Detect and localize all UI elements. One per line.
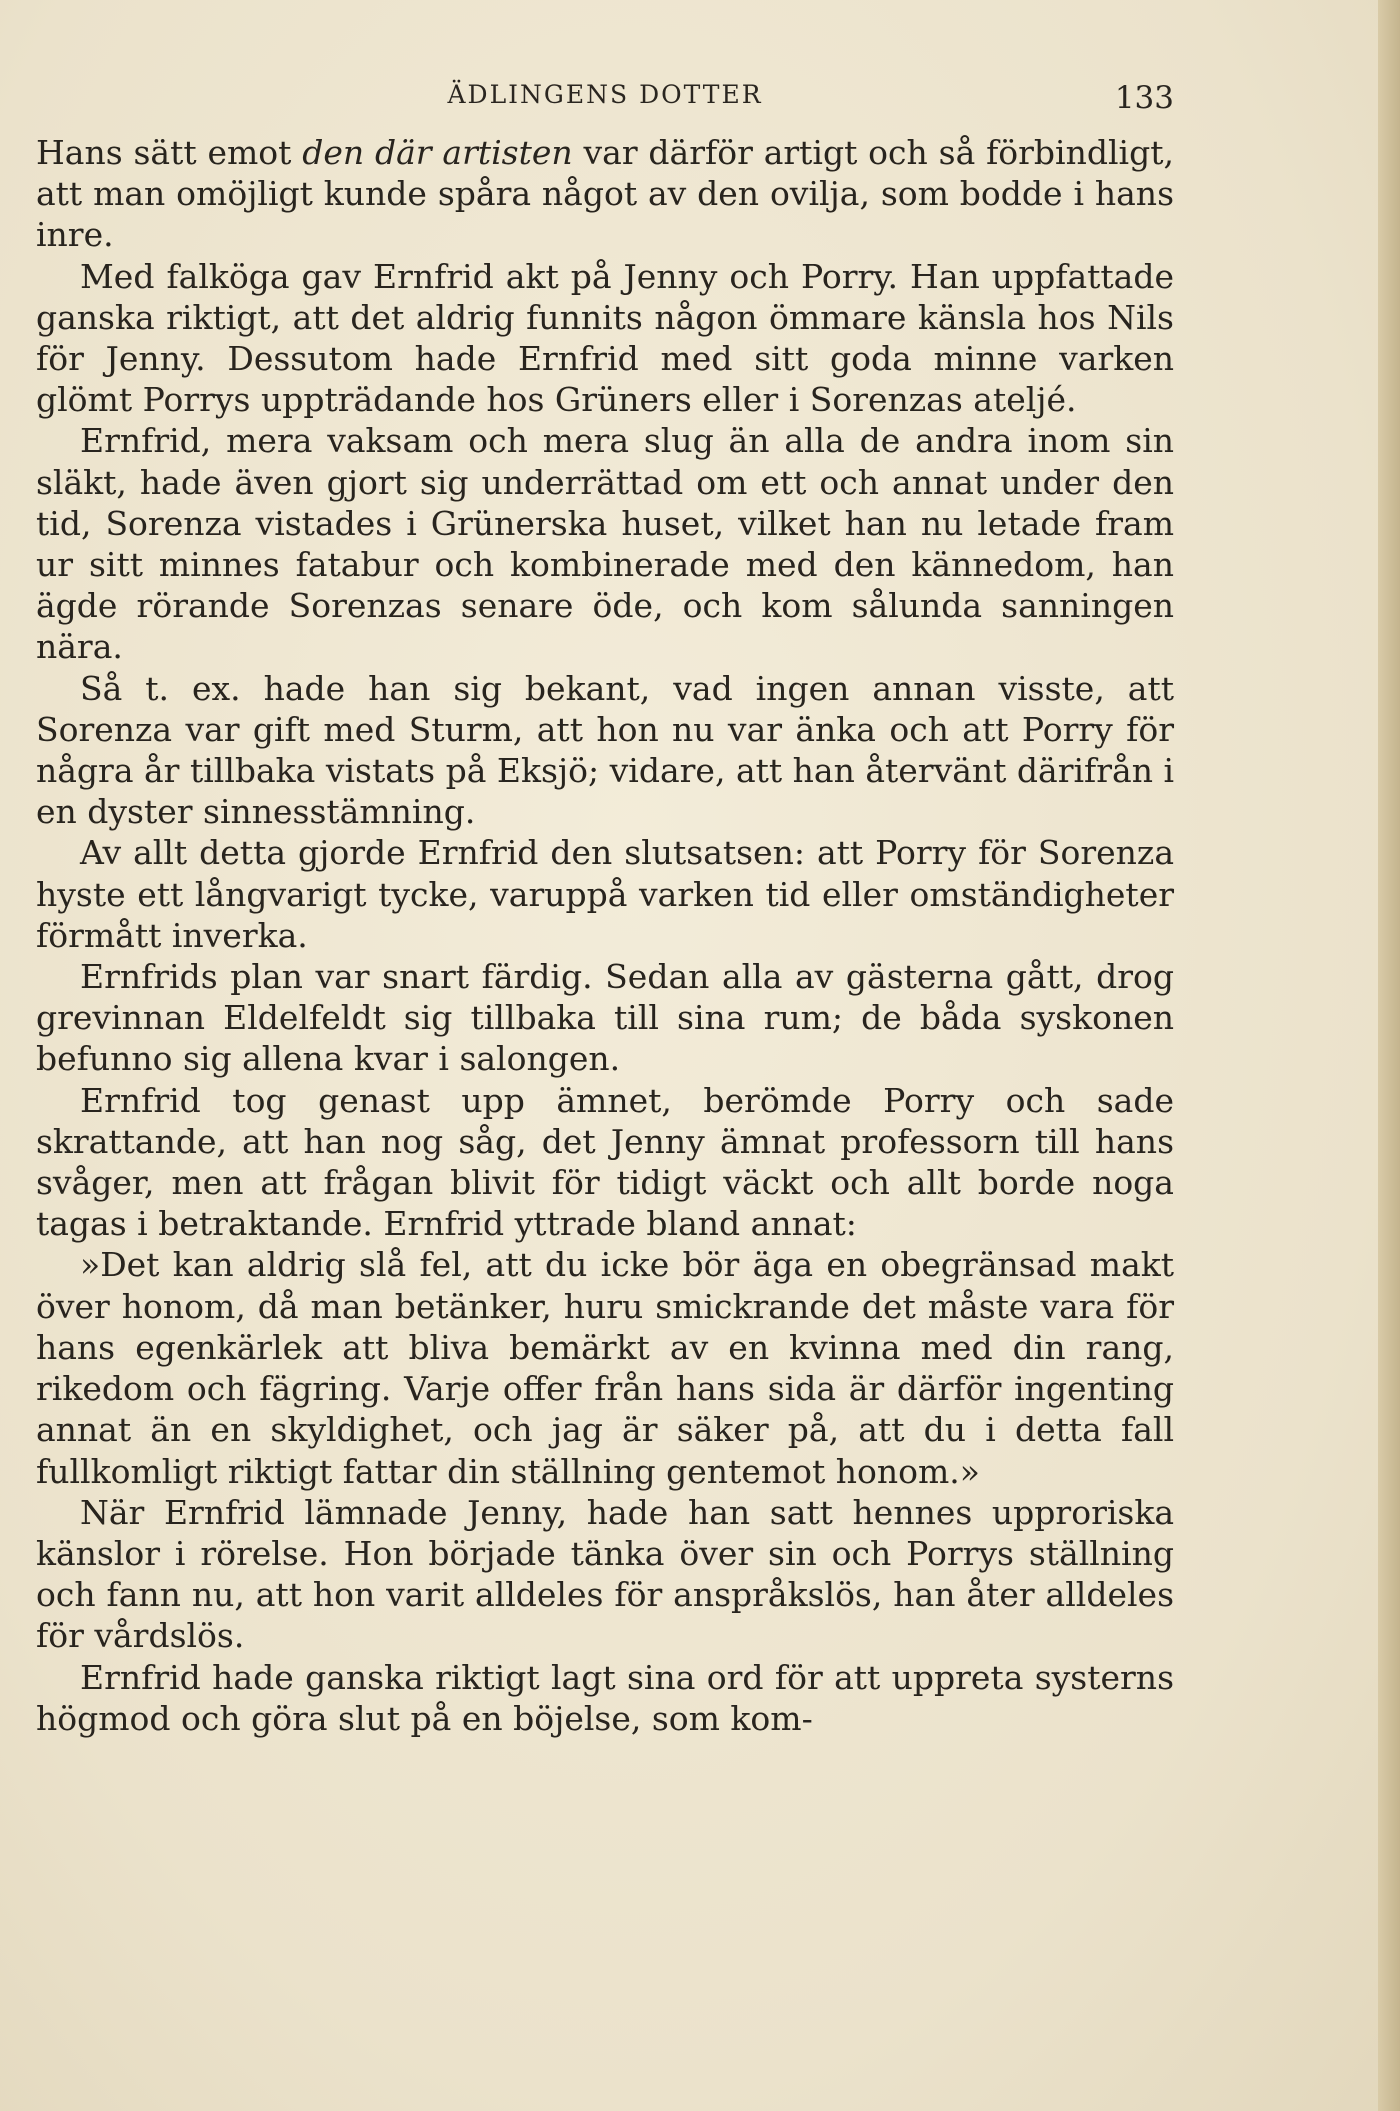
paragraph-7: Ernfrid tog genast upp ämnet, berömde Porry och sade skrattande, att han nog såg, det Jenny ämnat professorn till hans svåger, men att frågan blivit för tidigt väckt och allt borde noga tagas i betraktande. Ernfrid yttrade bland annat: [36, 1080, 1174, 1244]
paragraph-8: »Det kan aldrig slå fel, att du icke bör äga en obegränsad makt över honom, då man betänker, huru smickrande det måste vara för hans egenkärlek att bliva bemärkt av en kvinna med din rang, rikedom och fägring. Varje offer från hans sida är därför ingenting annat än en skyldighet, och jag är säker på, att du i detta fall fullkomligt riktigt fattar din ställning gentemot honom.» [36, 1245, 1174, 1491]
paragraph-2: Med falköga gav Ernfrid akt på Jenny och Porry. Han uppfattade ganska riktigt, att det aldrig funnits någon ömmare känsla hos Nils för Jenny. Dessutom hade Ernfrid med sitt goda minne varken glömt Porrys uppträdande hos Grüners eller i Sorenzas ateljé. [36, 256, 1174, 420]
body-text [36, 132, 1174, 1739]
paragraph-1 [36, 132, 1174, 256]
paragraph-1-after: var därför artigt och så förbindligt, att man omöjligt kunde spåra något av den ovilja, som bodde i hans inre. [36, 133, 1174, 255]
paragraph-5: Av allt detta gjorde Ernfrid den slutsatsen: att Porry för Sorenza hyste ett långvarigt tycke, varuppå varken tid eller omständigheter förmått inverka. [36, 833, 1174, 955]
paragraph-6: Ernfrids plan var snart färdig. Sedan alla av gästerna gått, drog grevinnan Eldelfeldt sig tillbaka till sina rum; de båda syskonen befunno sig allena kvar i salongen. [36, 957, 1174, 1079]
paragraph-10: Ernfrid hade ganska riktigt lagt sina ord för att uppreta systerns högmod och göra slut på en böjelse, som kom- [36, 1657, 1174, 1738]
page-gutter [1378, 0, 1400, 2111]
page-number: 133 [1114, 80, 1174, 116]
paragraph-3: Ernfrid, mera vaksam och mera slug än alla de andra inom sin släkt, hade även gjort sig underrättad om ett och annat under den tid, Sorenza vistades i Grünerska huset, vilket han nu letade fram ur sitt minnes fatabur och kombinerade med den kännedom, han ägde rörande Sorenzas senare öde, och kom sålunda sanningen nära. [36, 421, 1174, 667]
paragraph-4: Så t. ex. hade han sig bekant, vad ingen annan visste, att Sorenza var gift med Sturm, att hon nu var änka och att Porry för några år tillbaka vistats på Eksjö; vidare, att han återvänt därifrån i en dyster sinnesstämning. [36, 668, 1174, 832]
paragraph-1-before: Hans sätt emot [36, 133, 303, 172]
paragraph-9: När Ernfrid lämnade Jenny, hade han satt hennes upproriska känslor i rörelse. Hon började tänka över sin och Porrys ställning och fann nu, att hon varit alldeles för anspråkslös, han åter alldeles för vårdslös. [36, 1492, 1174, 1656]
italic-phrase: den där artisten [302, 133, 573, 172]
running-title: ÄDLINGENS DOTTER [447, 80, 763, 109]
page-header [36, 80, 1174, 124]
